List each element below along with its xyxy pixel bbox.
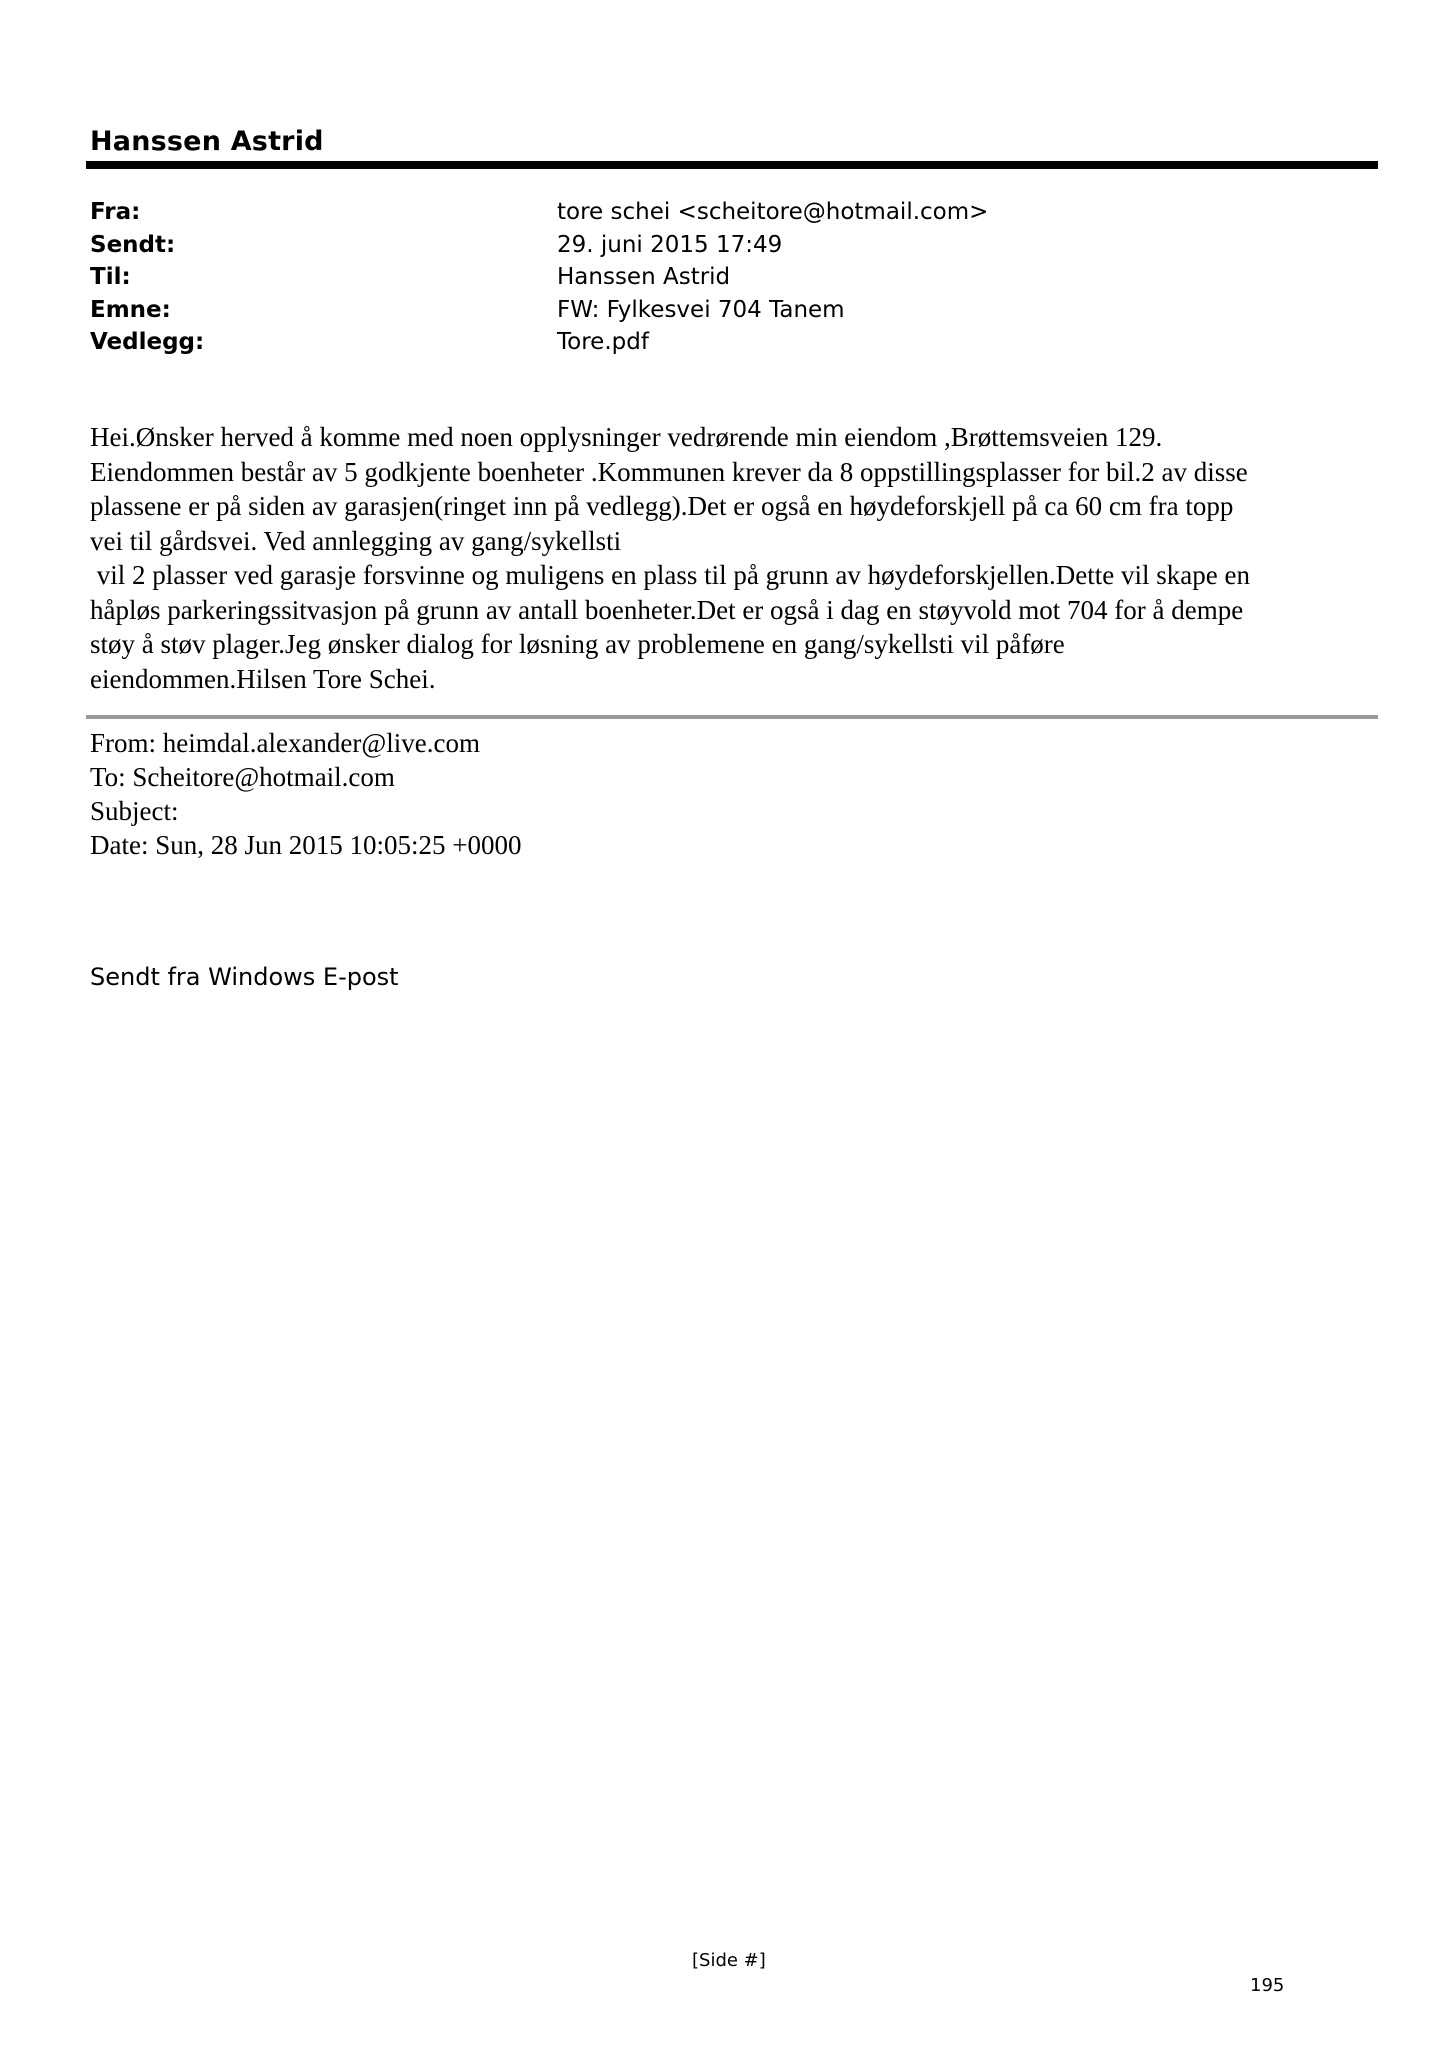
body-line: støy å støv plager.Jeg ønsker dialog for løsning av problemene en gang/sykellsti vil påføre <box>90 629 1065 659</box>
meta-label-to: Til: <box>90 264 131 291</box>
meta-label-subject: Emne: <box>90 296 171 323</box>
meta-label-sent: Sendt: <box>90 231 176 258</box>
meta-row-sent <box>90 229 1340 262</box>
forwarded-date: Date: Sun, 28 Jun 2015 10:05:25 +0000 <box>90 830 522 860</box>
forwarded-subject: Subject: <box>90 796 179 826</box>
body-line: Hei.Ønsker herved å komme med noen opplysninger vedrørende min eiendom ,Brøttemsveien 129. <box>90 422 1163 452</box>
body-line: eiendommen.Hilsen Tore Schei. <box>90 663 436 694</box>
meta-value-sent: 29. juni 2015 17:49 <box>557 231 783 258</box>
body-line: håpløs parkeringssitvasjon på grunn av antall boenheter.Det er også i dag en støyvold mot 704 for å dempe <box>90 594 1244 625</box>
forwarded-to: To: Scheitore@hotmail.com <box>90 762 395 792</box>
meta-row-subject <box>90 294 1340 327</box>
meta-row-to <box>90 261 1340 294</box>
meta-label-attachment: Vedlegg: <box>90 329 205 356</box>
email-metadata <box>90 196 1340 359</box>
email-body <box>90 420 1390 696</box>
meta-row-attachment <box>90 326 1340 359</box>
meta-label-from: Fra: <box>90 199 141 226</box>
forwarded-from: From: heimdal.alexander@live.com <box>90 728 480 758</box>
page-number: 195 <box>1250 1975 1285 1996</box>
recipient-name: Hanssen Astrid <box>90 126 324 157</box>
meta-value-from: tore schei <scheitore@hotmail.com> <box>557 199 989 226</box>
meta-value-to: Hanssen Astrid <box>557 264 731 291</box>
body-line: vei til gårdsvei. Ved annlegging av gang/sykellsti <box>90 525 622 556</box>
meta-value-subject: FW: Fylkesvei 704 Tanem <box>557 296 845 323</box>
body-line: plassene er på siden av garasjen(ringet inn på vedlegg).Det er også en høydeforskjell på ca 60 cm fra topp <box>90 491 1234 521</box>
meta-value-attachment: Tore.pdf <box>557 329 649 356</box>
meta-row-from <box>90 196 1340 229</box>
page-footer: [Side #] <box>692 1950 766 1971</box>
body-line: Eiendommen består av 5 godkjente boenheter .Kommunen krever da 8 oppstillingsplasser for bil.2 av disse <box>90 456 1248 487</box>
email-signature: Sendt fra Windows E-post <box>90 963 399 991</box>
header-divider <box>86 161 1378 169</box>
forward-divider <box>86 715 1378 719</box>
forwarded-header <box>90 726 521 862</box>
body-line: vil 2 plasser ved garasje forsvinne og muligens en plass til på grunn av høydeforskjellen.Dette vil skape en <box>90 560 1250 590</box>
